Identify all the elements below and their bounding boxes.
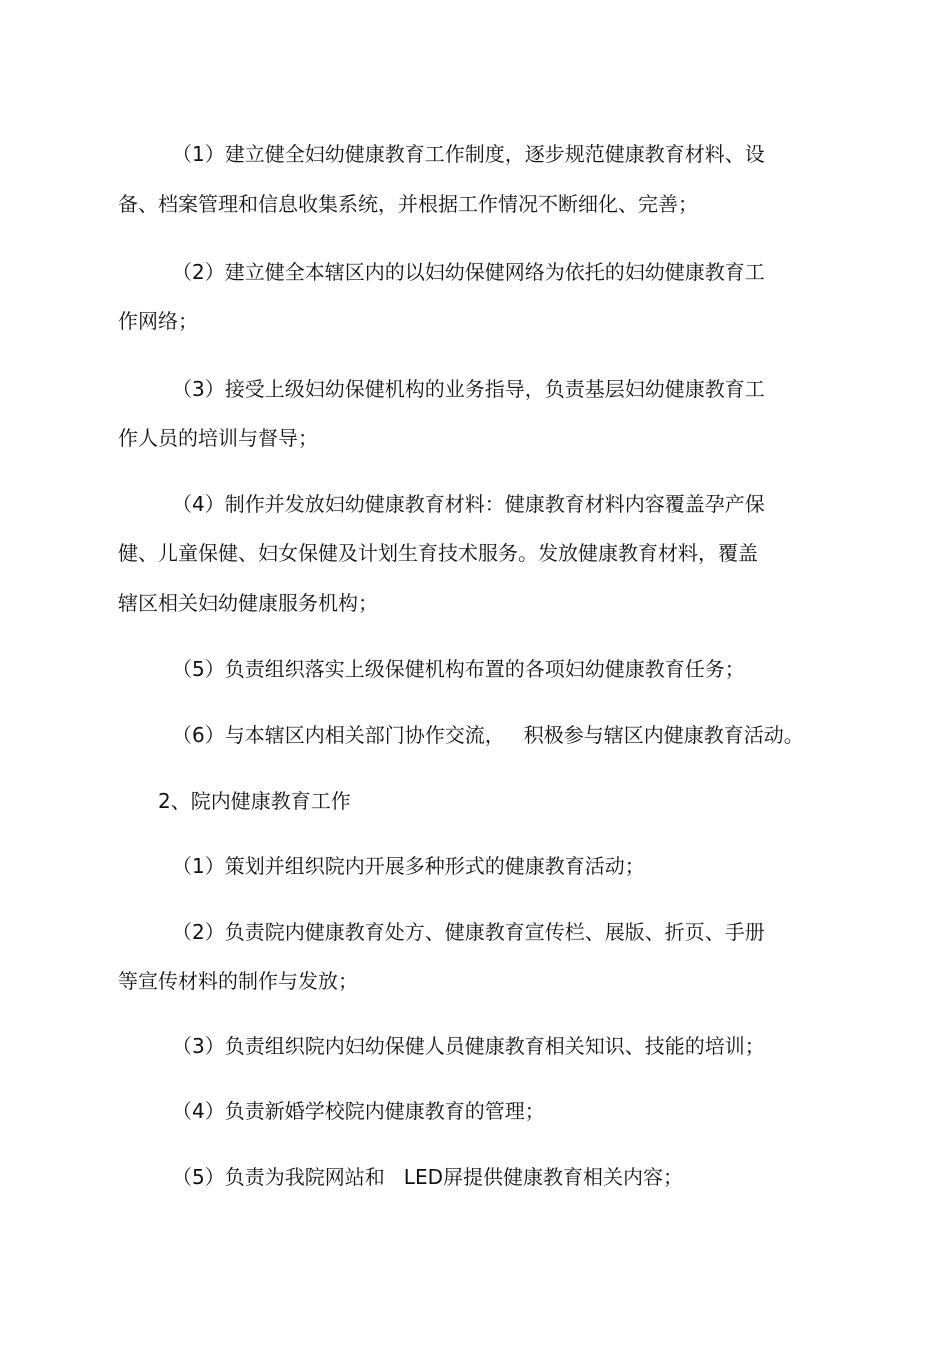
section-2-item-2-line-2: 等宣传材料的制作与发放；	[118, 969, 358, 993]
item-3-line-1: （3）接受上级妇幼保健机构的业务指导，负责基层妇幼健康教育工	[172, 377, 765, 401]
item-4-line-2: 健、儿童保健、妇女保健及计划生育技术服务。发放健康教育材料，覆盖	[118, 541, 758, 565]
item-4-line-3: 辖区相关妇幼健康服务机构；	[118, 591, 378, 615]
section-2-item-1-line-1: （1）策划并组织院内开展多种形式的健康教育活动；	[172, 854, 645, 878]
section-2-item-4-line-1: （4）负责新婚学校院内健康教育的管理；	[172, 1099, 545, 1123]
section-2-heading: 2、院内健康教育工作	[158, 789, 351, 813]
item-5-line-1: （5）负责组织落实上级保健机构布置的各项妇幼健康教育任务；	[172, 657, 745, 681]
item-6-line-1: （6）与本辖区内相关部门协作交流， 积极参与辖区内健康教育活动。	[172, 723, 804, 747]
item-1-line-2: 备、档案管理和信息收集系统，并根据工作情况不断细化、完善；	[118, 192, 698, 216]
item-1-line-1: （1）建立健全妇幼健康教育工作制度，逐步规范健康教育材料、设	[172, 142, 765, 166]
item-4-line-1: （4）制作并发放妇幼健康教育材料：健康教育材料内容覆盖孕产保	[172, 492, 765, 516]
item-2-line-1: （2）建立健全本辖区内的以妇幼保健网络为依托的妇幼健康教育工	[172, 260, 765, 284]
item-2-line-2: 作网络；	[118, 309, 198, 333]
section-2-item-5-line-1: （5）负责为我院网站和 LED屏提供健康教育相关内容；	[172, 1165, 683, 1189]
item-3-line-2: 作人员的培训与督导；	[118, 426, 318, 450]
section-2-item-3-line-1: （3）负责组织院内妇幼保健人员健康教育相关知识、技能的培训；	[172, 1034, 765, 1058]
section-2-item-2-line-1: （2）负责院内健康教育处方、健康教育宣传栏、展版、折页、手册	[172, 920, 765, 944]
